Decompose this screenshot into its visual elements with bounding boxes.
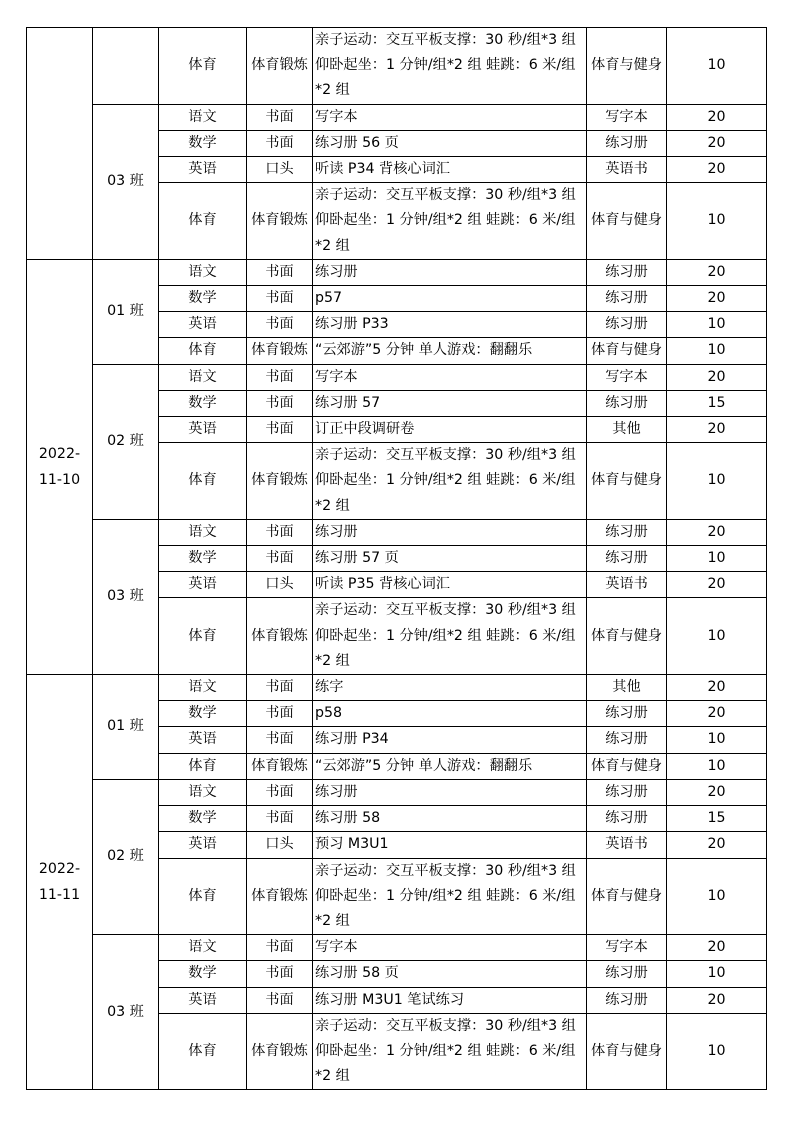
table-row <box>27 28 767 105</box>
content-cell: 练习册 <box>313 519 587 545</box>
subject-cell: 英语 <box>159 832 247 858</box>
subject-cell: 体育 <box>159 1013 247 1090</box>
subject-cell: 体育 <box>159 858 247 935</box>
type-cell: 书面 <box>247 364 313 390</box>
material-cell: 英语书 <box>587 572 667 598</box>
type-cell: 体育锻炼 <box>247 183 313 260</box>
table-row <box>27 259 767 285</box>
subject-cell: 数学 <box>159 701 247 727</box>
minutes-cell: 20 <box>667 572 767 598</box>
material-cell: 体育与健身 <box>587 28 667 105</box>
subject-cell: 语文 <box>159 104 247 130</box>
date-cell: 2022-11-10 <box>27 259 93 674</box>
type-cell: 口头 <box>247 572 313 598</box>
type-cell: 体育锻炼 <box>247 753 313 779</box>
content-cell: 订正中段调研卷 <box>313 417 587 443</box>
minutes-cell: 10 <box>667 28 767 105</box>
subject-cell: 英语 <box>159 727 247 753</box>
content-cell: 写字本 <box>313 364 587 390</box>
subject-cell: 语文 <box>159 519 247 545</box>
minutes-cell: 20 <box>667 701 767 727</box>
type-cell: 书面 <box>247 130 313 156</box>
material-cell: 练习册 <box>587 987 667 1013</box>
minutes-cell: 10 <box>667 598 767 675</box>
material-cell: 练习册 <box>587 701 667 727</box>
class-cell: 02 班 <box>93 779 159 934</box>
type-cell: 体育锻炼 <box>247 1013 313 1090</box>
minutes-cell: 20 <box>667 157 767 183</box>
content-cell: 亲子运动：交互平板支撑：30 秒/组*3 组 仰卧起坐：1 分钟/组*2 组 蛙跳：6 米/组 *2 组 <box>313 183 587 260</box>
subject-cell: 英语 <box>159 157 247 183</box>
type-cell: 书面 <box>247 519 313 545</box>
subject-cell: 数学 <box>159 806 247 832</box>
minutes-cell: 20 <box>667 286 767 312</box>
material-cell: 体育与健身 <box>587 753 667 779</box>
content-cell: 听读 P34 背核心词汇 <box>313 157 587 183</box>
content-cell: 练习册 M3U1 笔试练习 <box>313 987 587 1013</box>
content-cell: “云郊游”5 分钟 单人游戏：翻翻乐 <box>313 753 587 779</box>
minutes-cell: 10 <box>667 1013 767 1090</box>
minutes-cell: 10 <box>667 443 767 520</box>
material-cell: 练习册 <box>587 259 667 285</box>
minutes-cell: 10 <box>667 546 767 572</box>
content-cell: 练习册 <box>313 259 587 285</box>
type-cell: 书面 <box>247 546 313 572</box>
content-cell: 亲子运动：交互平板支撑：30 秒/组*3 组 仰卧起坐：1 分钟/组*2 组 蛙跳：6 米/组 *2 组 <box>313 443 587 520</box>
content-cell: 听读 P35 背核心词汇 <box>313 572 587 598</box>
type-cell: 体育锻炼 <box>247 858 313 935</box>
subject-cell: 体育 <box>159 338 247 364</box>
table-row <box>27 364 767 390</box>
subject-cell: 语文 <box>159 259 247 285</box>
minutes-cell: 20 <box>667 987 767 1013</box>
material-cell: 练习册 <box>587 312 667 338</box>
material-cell: 体育与健身 <box>587 183 667 260</box>
date-cell <box>27 28 93 260</box>
date-cell: 2022-11-11 <box>27 675 93 1090</box>
content-cell: 亲子运动：交互平板支撑：30 秒/组*3 组 仰卧起坐：1 分钟/组*2 组 蛙跳：6 米/组 *2 组 <box>313 598 587 675</box>
material-cell: 练习册 <box>587 727 667 753</box>
material-cell: 写字本 <box>587 364 667 390</box>
minutes-cell: 20 <box>667 417 767 443</box>
subject-cell: 语文 <box>159 364 247 390</box>
content-cell: p57 <box>313 286 587 312</box>
minutes-cell: 20 <box>667 519 767 545</box>
material-cell: 写字本 <box>587 104 667 130</box>
minutes-cell: 10 <box>667 338 767 364</box>
content-cell: 写字本 <box>313 104 587 130</box>
subject-cell: 数学 <box>159 130 247 156</box>
minutes-cell: 10 <box>667 753 767 779</box>
material-cell: 练习册 <box>587 519 667 545</box>
type-cell: 书面 <box>247 935 313 961</box>
material-cell: 练习册 <box>587 390 667 416</box>
minutes-cell: 20 <box>667 935 767 961</box>
type-cell: 体育锻炼 <box>247 443 313 520</box>
class-cell: 01 班 <box>93 675 159 780</box>
subject-cell: 英语 <box>159 987 247 1013</box>
minutes-cell: 10 <box>667 312 767 338</box>
minutes-cell: 10 <box>667 183 767 260</box>
type-cell: 体育锻炼 <box>247 598 313 675</box>
subject-cell: 体育 <box>159 598 247 675</box>
table-row <box>27 519 767 545</box>
homework-table <box>26 27 767 1090</box>
material-cell: 英语书 <box>587 832 667 858</box>
content-cell: “云郊游”5 分钟 单人游戏：翻翻乐 <box>313 338 587 364</box>
type-cell: 书面 <box>247 104 313 130</box>
material-cell: 体育与健身 <box>587 858 667 935</box>
subject-cell: 数学 <box>159 546 247 572</box>
material-cell: 体育与健身 <box>587 443 667 520</box>
class-cell: 03 班 <box>93 935 159 1090</box>
class-cell: 03 班 <box>93 104 159 259</box>
type-cell: 书面 <box>247 727 313 753</box>
type-cell: 书面 <box>247 312 313 338</box>
material-cell: 英语书 <box>587 157 667 183</box>
type-cell: 体育锻炼 <box>247 28 313 105</box>
table-row <box>27 935 767 961</box>
subject-cell: 体育 <box>159 28 247 105</box>
type-cell: 书面 <box>247 779 313 805</box>
content-cell: 练习册 58 页 <box>313 961 587 987</box>
minutes-cell: 10 <box>667 727 767 753</box>
type-cell: 口头 <box>247 157 313 183</box>
subject-cell: 英语 <box>159 572 247 598</box>
content-cell: 写字本 <box>313 935 587 961</box>
subject-cell: 数学 <box>159 390 247 416</box>
minutes-cell: 15 <box>667 806 767 832</box>
content-cell: 练习册 57 页 <box>313 546 587 572</box>
material-cell: 练习册 <box>587 546 667 572</box>
class-cell: 01 班 <box>93 259 159 364</box>
subject-cell: 语文 <box>159 779 247 805</box>
material-cell: 写字本 <box>587 935 667 961</box>
type-cell: 书面 <box>247 701 313 727</box>
content-cell: 练习册 58 <box>313 806 587 832</box>
content-cell: 练字 <box>313 675 587 701</box>
minutes-cell: 20 <box>667 364 767 390</box>
minutes-cell: 20 <box>667 104 767 130</box>
subject-cell: 英语 <box>159 417 247 443</box>
material-cell: 体育与健身 <box>587 338 667 364</box>
type-cell: 口头 <box>247 832 313 858</box>
subject-cell: 英语 <box>159 312 247 338</box>
content-cell: 练习册 57 <box>313 390 587 416</box>
minutes-cell: 20 <box>667 832 767 858</box>
content-cell: 练习册 P33 <box>313 312 587 338</box>
material-cell: 体育与健身 <box>587 598 667 675</box>
table-row <box>27 675 767 701</box>
subject-cell: 体育 <box>159 753 247 779</box>
minutes-cell: 20 <box>667 259 767 285</box>
minutes-cell: 10 <box>667 961 767 987</box>
minutes-cell: 10 <box>667 858 767 935</box>
material-cell: 其他 <box>587 417 667 443</box>
subject-cell: 数学 <box>159 286 247 312</box>
content-cell: 预习 M3U1 <box>313 832 587 858</box>
material-cell: 练习册 <box>587 286 667 312</box>
content-cell: 练习册 56 页 <box>313 130 587 156</box>
content-cell: 练习册 <box>313 779 587 805</box>
content-cell: 亲子运动：交互平板支撑：30 秒/组*3 组 仰卧起坐：1 分钟/组*2 组 蛙跳：6 米/组 *2 组 <box>313 858 587 935</box>
class-cell <box>93 28 159 105</box>
material-cell: 练习册 <box>587 779 667 805</box>
type-cell: 书面 <box>247 259 313 285</box>
minutes-cell: 20 <box>667 779 767 805</box>
subject-cell: 语文 <box>159 675 247 701</box>
material-cell: 练习册 <box>587 806 667 832</box>
type-cell: 书面 <box>247 286 313 312</box>
material-cell: 练习册 <box>587 130 667 156</box>
content-cell: 练习册 P34 <box>313 727 587 753</box>
subject-cell: 数学 <box>159 961 247 987</box>
table-row <box>27 104 767 130</box>
table-row <box>27 779 767 805</box>
type-cell: 书面 <box>247 675 313 701</box>
content-cell: 亲子运动：交互平板支撑：30 秒/组*3 组 仰卧起坐：1 分钟/组*2 组 蛙跳：6 米/组 *2 组 <box>313 1013 587 1090</box>
minutes-cell: 20 <box>667 675 767 701</box>
minutes-cell: 15 <box>667 390 767 416</box>
type-cell: 体育锻炼 <box>247 338 313 364</box>
content-cell: 亲子运动：交互平板支撑：30 秒/组*3 组 仰卧起坐：1 分钟/组*2 组 蛙跳：6 米/组 *2 组 <box>313 28 587 105</box>
class-cell: 03 班 <box>93 519 159 674</box>
subject-cell: 体育 <box>159 183 247 260</box>
minutes-cell: 20 <box>667 130 767 156</box>
material-cell: 练习册 <box>587 961 667 987</box>
type-cell: 书面 <box>247 390 313 416</box>
type-cell: 书面 <box>247 806 313 832</box>
material-cell: 体育与健身 <box>587 1013 667 1090</box>
material-cell: 其他 <box>587 675 667 701</box>
subject-cell: 体育 <box>159 443 247 520</box>
type-cell: 书面 <box>247 987 313 1013</box>
content-cell: p58 <box>313 701 587 727</box>
subject-cell: 语文 <box>159 935 247 961</box>
type-cell: 书面 <box>247 417 313 443</box>
type-cell: 书面 <box>247 961 313 987</box>
class-cell: 02 班 <box>93 364 159 519</box>
